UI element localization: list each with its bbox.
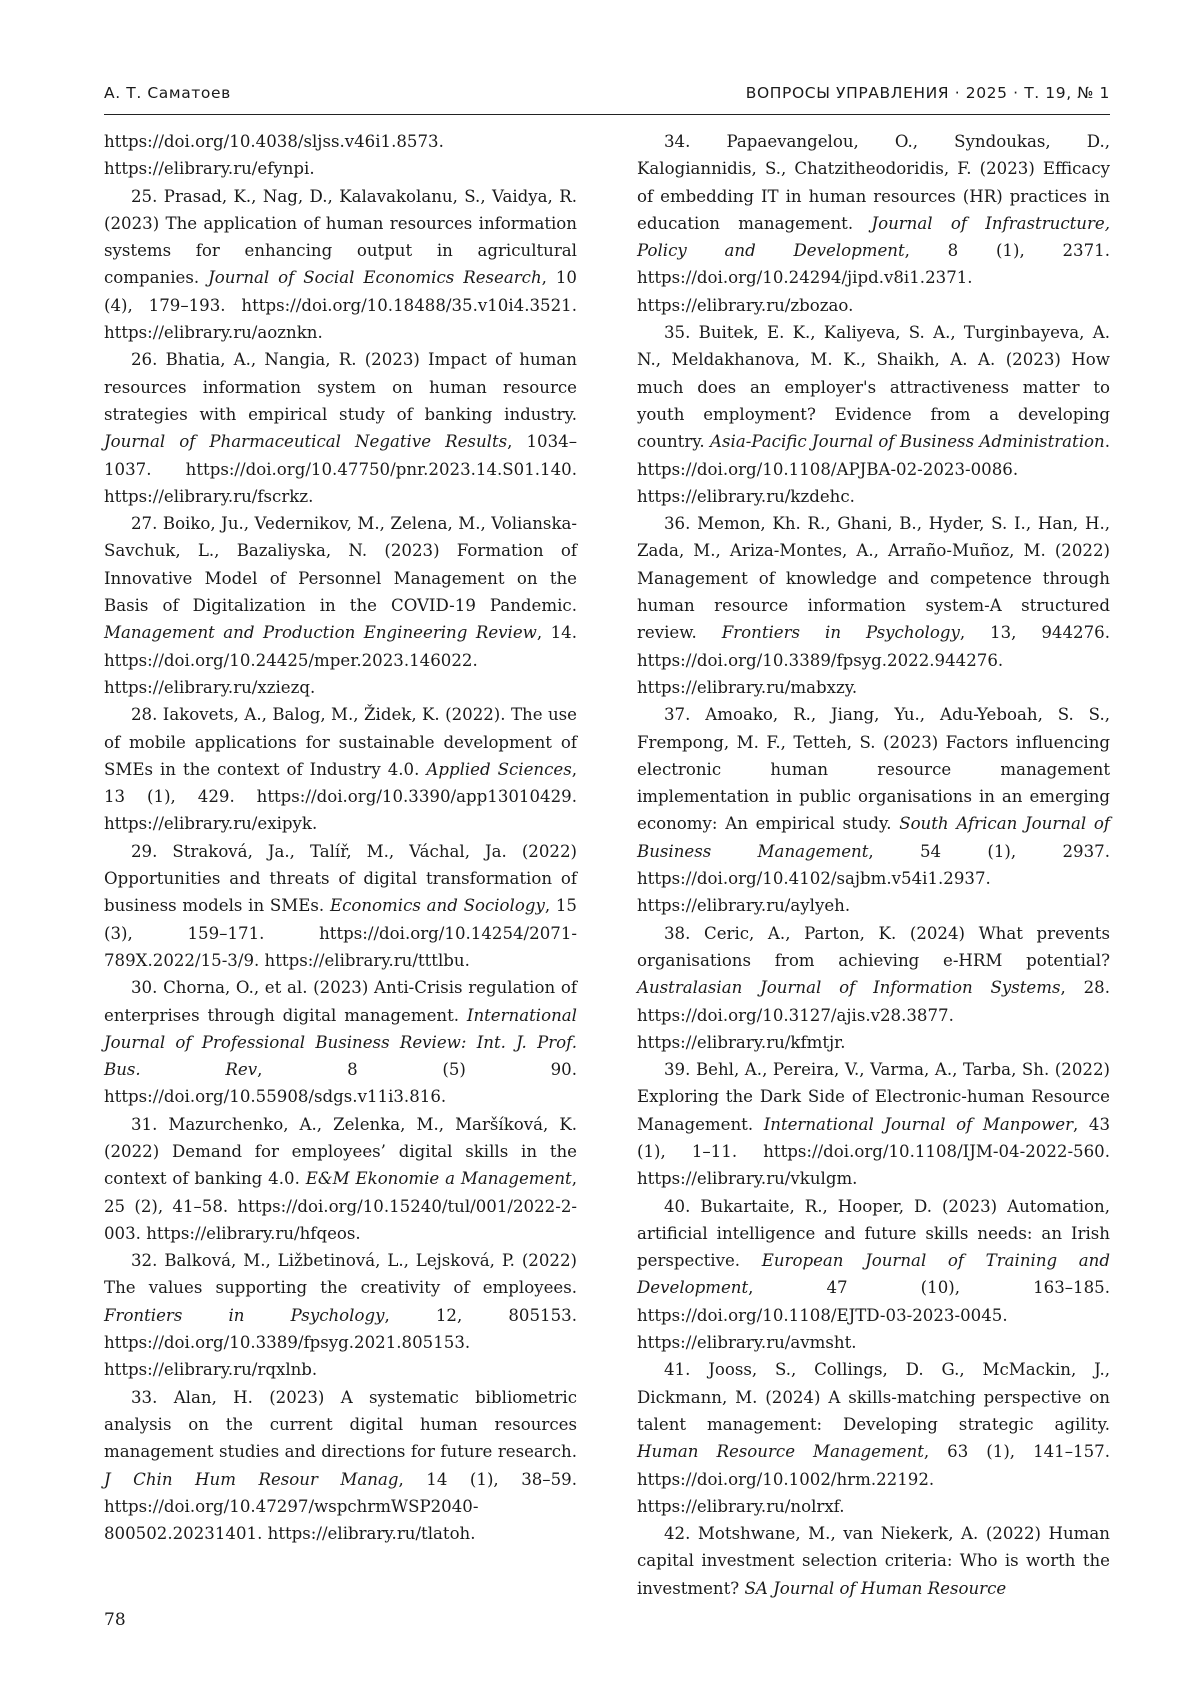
left-column: [104, 128, 577, 1547]
reference-entry: 37. Amoako, R., Jiang, Yu., Adu-Yeboah, S. S., Frempong, M. F., Tetteh, S. (2023) Factors influencing electronic human resource management implementation in public organisations in an emerging economy: An empirical study. South African Journal of Business Management, 54 (1), 2937. https://doi.org/10.4102/sajbm.v54i1.2937. https://elibrary.ru/aylyeh.: [637, 705, 1111, 916]
reference-entry: 32. Balková, M., Ližbetinová, L., Lejsková, P. (2022) The values supporting the creativity of employees. Frontiers in Psychology, 12, 805153. https://doi.org/10.3389/fpsyg.2021.805153. https://elibrary.ru/rqxlnb.: [104, 1251, 577, 1380]
reference-entry: 30. Chorna, O., et al. (2023) Anti-Crisis regulation of enterprises through digital management. International Journal of Professional Business Review: Int. J. Prof. Bus. Rev, 8 (5) 90. https://doi.org/10.55908/sdgs.v11i3.816.: [104, 978, 577, 1107]
running-header: [104, 80, 1110, 115]
reference-entry: 42. Motshwane, M., van Niekerk, A. (2022) Human capital investment selection criteria: Who is worth the investment? SA Journal of Human Resource: [637, 1524, 1110, 1598]
reference-entry: 41. Jooss, S., Collings, D. G., McMackin, J., Dickmann, M. (2024) A skills-matching perspective on talent management: Developing strategic agility. Human Resource Management, 63 (1), 141–157. https://doi.org/10.1002/hrm.22192. https://elibrary.ru/nolrxf.: [637, 1360, 1110, 1516]
header-author: А. Т. Саматоев: [104, 84, 231, 102]
reference-entry: 27. Boiko, Ju., Vedernikov, M., Zelena, M., Volianska-Savchuk, L., Bazaliyska, N. (2023) Formation of Innovative Model of Personnel Management on the Basis of Digitalization in the COVID-19 Pandemic. Management and Production Engineering Review, 14. https://doi.org/10.24425/mper.2023.146022. https://elibrary.ru/xziezq.: [104, 514, 577, 697]
page-number: 78: [104, 1610, 126, 1630]
reference-entry: 39. Behl, A., Pereira, V., Varma, A., Tarba, Sh. (2022) Exploring the Dark Side of Electronic-human Resource Management. International Journal of Manpower, 43 (1), 1–11. https://doi.org/10.1108/IJM-04-2022-560. https://elibrary.ru/vkulgm.: [637, 1060, 1111, 1189]
reference-entry: 25. Prasad, K., Nag, D., Kalavakolanu, S., Vaidya, R. (2023) The application of human resources information systems for enhancing output in agricultural companies. Journal of Social Economics Research, 10 (4), 179–193. https://doi.org/10.18488/35.v10i4.3521. https://elibrary.ru/aoznkn.: [104, 186, 577, 343]
reference-entry: 35. Buitek, E. K., Kaliyeva, S. A., Turginbayeva, A. N., Meldakhanova, M. K., Shaikh, A. A. (2023) How much does an employer's attractiveness matter to youth employment? Evidence from a developing country. Asia-Pacific Journal of Business Administration. https://doi.org/10.1108/APJBA-02-2023-0086. https://elibrary.ru/kzdehc.: [637, 323, 1110, 506]
right-column: [637, 128, 1110, 1602]
reference-entry: 31. Mazurchenko, A., Zelenka, M., Maršíková, K. (2022) Demand for employees’ digital skills in the context of banking 4.0. E&M Ekonomie a Management, 25 (2), 41–58. https://doi.org/10.15240/tul/001/2022-2-003. https://elibrary.ru/hfqeos.: [104, 1114, 577, 1243]
reference-entry: 34. Papaevangelou, O., Syndoukas, D., Kalogiannidis, S., Chatzitheodoridis, F. (2023) Efficacy of embedding IT in human resources (HR) practices in education management. Journal of Infrastructure, Policy and Development, 8 (1), 2371. https://doi.org/10.24294/jipd.v8i1.2371. https://elibrary.ru/zbozao.: [637, 132, 1110, 315]
reference-entry: 29. Straková, Ja., Talíř, M., Váchal, Ja. (2022) Opportunities and threats of digital transformation of business models in SMEs. Economics and Sociology, 15 (3), 159–171. https://doi.org/10.14254/2071-789X.2022/15-3/9. https://elibrary.ru/tttlbu.: [104, 841, 577, 970]
header-journal-info: ВОПРОСЫ УПРАВЛЕНИЯ · 2025 · Т. 19, № 1: [745, 84, 1110, 102]
reference-entry: 36. Memon, Kh. R., Ghani, B., Hyder, S. I., Han, H., Zada, M., Ariza-Montes, A., Arraño-Muñoz, M. (2022) Management of knowledge and competence through human resource information system-A structured review. Frontiers in Psychology, 13, 944276. https://doi.org/10.3389/fpsyg.2022.944276. https://elibrary.ru/mabxzy.: [637, 514, 1110, 697]
reference-entry: https://doi.org/10.4038/sljss.v46i1.8573. https://elibrary.ru/efynpi.: [104, 132, 444, 179]
reference-entry: 33. Alan, H. (2023) A systematic bibliometric analysis on the current digital human resources management studies and directions for future research. J Chin Hum Resour Manag, 14 (1), 38–59. https://doi.org/10.47297/wspchrmWSP2040-800502.20231401. https://elibrary.ru/tlatoh.: [104, 1387, 577, 1544]
reference-entry: 38. Ceric, A., Parton, K. (2024) What prevents organisations from achieving e-HRM potential? Australasian Journal of Information Systems, 28. https://doi.org/10.3127/ajis.v28.3877. https://elibrary.ru/kfmtjr.: [637, 923, 1110, 1052]
reference-entry: 26. Bhatia, A., Nangia, R. (2023) Impact of human resources information system on human resource strategies with empirical study of banking industry. Journal of Pharmaceutical Negative Results, 1034–1037. https://doi.org/10.47750/pnr.2023.14.S01.140. https://elibrary.ru/fscrkz.: [104, 350, 577, 506]
reference-entry: 28. Iakovets, A., Balog, M., Židek, K. (2022). The use of mobile applications for sustainable development of SMEs in the context of Industry 4.0. Applied Sciences, 13 (1), 429. https://doi.org/10.3390/app13010429. https://elibrary.ru/exipyk.: [104, 705, 577, 834]
reference-entry: 40. Bukartaite, R., Hooper, D. (2023) Automation, artificial intelligence and future skills needs: an Irish perspective. European Journal of Training and Development, 47 (10), 163–185. https://doi.org/10.1108/EJTD-03-2023-0045. https://elibrary.ru/avmsht.: [637, 1196, 1110, 1353]
